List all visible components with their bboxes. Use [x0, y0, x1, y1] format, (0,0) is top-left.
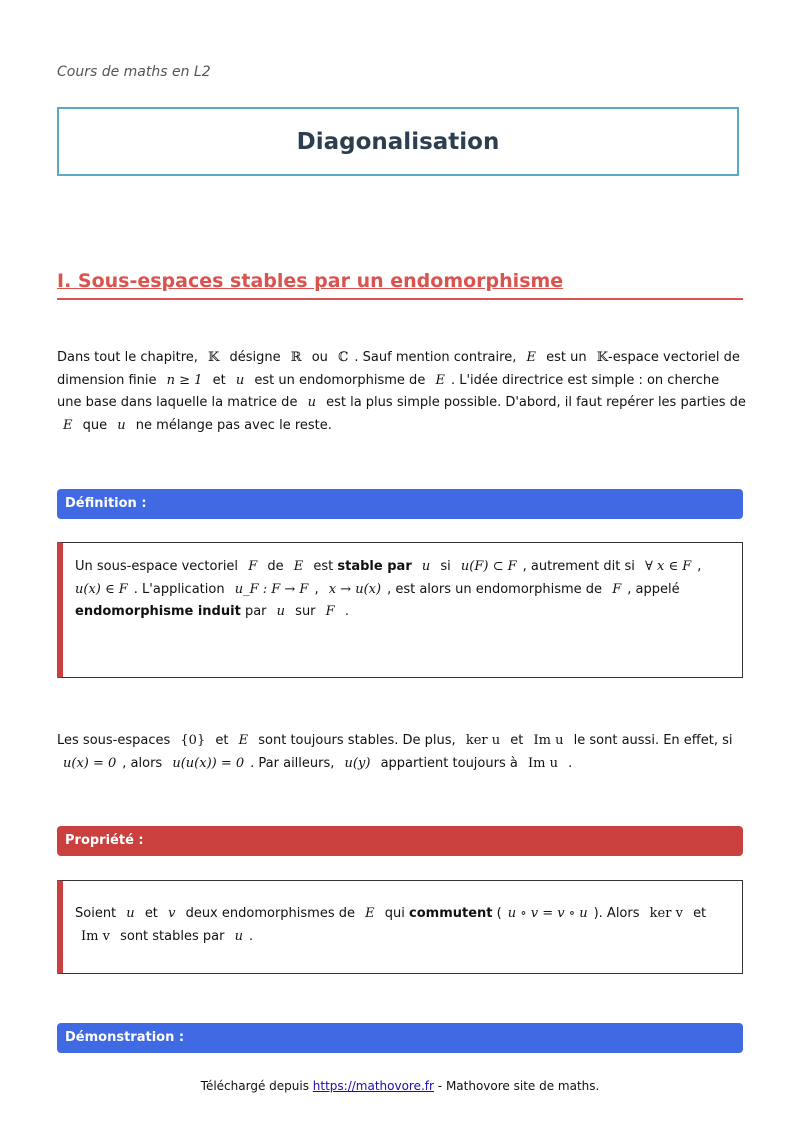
math-u: u: [234, 928, 243, 944]
math-im-u: Im u: [533, 733, 564, 748]
text: . Sauf mention contraire,: [354, 350, 517, 365]
term-induced: endomorphisme induit: [75, 604, 241, 619]
text: Un sous-espace vectoriel: [75, 559, 239, 574]
text: le sont aussi. En effet, si: [573, 733, 733, 748]
text: , est alors un endomorphisme de: [387, 581, 603, 597]
text: Dans tout le chapitre,: [57, 350, 198, 365]
remark-paragraph: [57, 730, 747, 775]
math-induced-map: u_F : F → F: [234, 581, 309, 597]
text: est un endomorphisme de: [254, 372, 426, 388]
math-E: E: [435, 372, 445, 388]
math-n-geq-1: n ≥ 1: [166, 372, 203, 388]
footer-text: - Mathovore site de maths.: [437, 1079, 600, 1093]
text: -espace vectoriel de dimension finie: [57, 350, 740, 388]
course-label: Cours de maths en L2: [57, 64, 211, 80]
math-F: F: [248, 559, 258, 574]
section-title: I. Sous-espaces stables par un endomorphisme: [57, 270, 564, 292]
math-K: 𝕂: [596, 350, 609, 365]
definition-box: [57, 542, 743, 678]
footer-link[interactable]: https://mathovore.fr: [312, 1079, 434, 1093]
title-box: [57, 107, 739, 176]
text: et: [215, 733, 229, 748]
text: et: [212, 372, 226, 388]
math-ker-u: ker u: [465, 733, 501, 748]
text: si: [440, 559, 451, 574]
intro-paragraph: [57, 347, 747, 437]
math-u: u: [117, 417, 126, 433]
property-box: [57, 880, 743, 974]
math-forall-x: ∀ x ∈ F: [645, 559, 692, 574]
math-F: F: [612, 581, 622, 597]
math-C: ℂ: [338, 350, 349, 365]
text: ,: [627, 581, 632, 597]
text: deux endomorphismes de: [185, 906, 355, 921]
text: est la plus simple possible. D'abord, il faut repérer les parties de: [326, 395, 746, 410]
math-ux-eq-0: u(x) = 0: [63, 755, 117, 771]
math-zero-subspace: {0}: [180, 733, 206, 748]
text: .: [248, 928, 254, 944]
text: appartient toujours à: [380, 755, 518, 771]
math-E: E: [293, 559, 304, 574]
math-K: 𝕂: [208, 350, 220, 365]
text: Les sous-espaces: [57, 733, 171, 748]
math-u: u: [421, 559, 431, 574]
math-E: E: [526, 350, 536, 365]
text: est un: [546, 350, 587, 365]
math-v: v: [168, 906, 176, 921]
math-E: E: [63, 417, 73, 433]
footer-text: Téléchargé depuis: [200, 1079, 309, 1093]
text: ). Alors: [593, 906, 640, 921]
math-im-v: Im v: [81, 928, 110, 944]
text: sur: [295, 604, 316, 619]
math-u: u: [276, 604, 286, 619]
math-uy: u(y): [344, 755, 371, 771]
text: et: [693, 906, 707, 921]
text: par: [244, 604, 267, 619]
text: .: [344, 604, 349, 619]
text: de: [267, 559, 284, 574]
math-uux-eq-0: u(u(x)) = 0: [172, 755, 245, 771]
text: sont toujours stables. De plus,: [258, 733, 456, 748]
text: ou: [311, 350, 328, 365]
math-commutation: u ∘ v = v ∘ u: [507, 906, 588, 921]
page-title: Diagonalisation: [296, 128, 500, 155]
text: .: [568, 755, 573, 771]
math-u: u: [307, 395, 316, 410]
math-E: E: [365, 906, 375, 921]
text: qui: [384, 906, 405, 921]
text: sont stables par: [120, 928, 225, 944]
text: , autrement dit si: [522, 559, 635, 574]
text: et: [144, 906, 158, 921]
text: désigne: [229, 350, 281, 365]
math-F: F: [325, 604, 335, 619]
text: . Par ailleurs,: [250, 755, 335, 771]
section-heading: [57, 270, 743, 300]
footer: [0, 1079, 800, 1093]
term-stable: stable par: [337, 559, 412, 574]
text: . L'idée directrice est simple : on cherche une base dans laquelle la matrice de: [57, 372, 720, 410]
text: Soient: [75, 906, 117, 921]
math-R: ℝ: [290, 350, 302, 365]
text: est: [313, 559, 334, 574]
text: ne mélange pas avec le reste.: [135, 417, 332, 433]
math-u: u: [126, 906, 135, 921]
math-u: u: [235, 372, 245, 388]
math-im-u: Im u: [527, 755, 558, 771]
text: appelé: [635, 581, 680, 597]
math-x-to-ux: x → u(x): [328, 581, 382, 597]
demonstration-banner: Démonstration :: [57, 1023, 743, 1053]
math-E: E: [238, 733, 249, 748]
term-commute: commutent: [409, 906, 493, 921]
property-banner: Propriété :: [57, 826, 743, 856]
text: . L'application: [133, 581, 225, 597]
text: (: [496, 906, 502, 921]
text: ,: [697, 559, 702, 574]
text: que: [82, 417, 108, 433]
definition-banner: Définition :: [57, 489, 743, 519]
text: et: [510, 733, 524, 748]
text: ,: [314, 581, 319, 597]
math-ux-in-F: u(x) ∈ F: [75, 581, 128, 597]
math-ker-v: ker v: [649, 906, 683, 921]
text: , alors: [122, 755, 163, 771]
math-uF-subset-F: u(F) ⊂ F: [460, 559, 517, 574]
